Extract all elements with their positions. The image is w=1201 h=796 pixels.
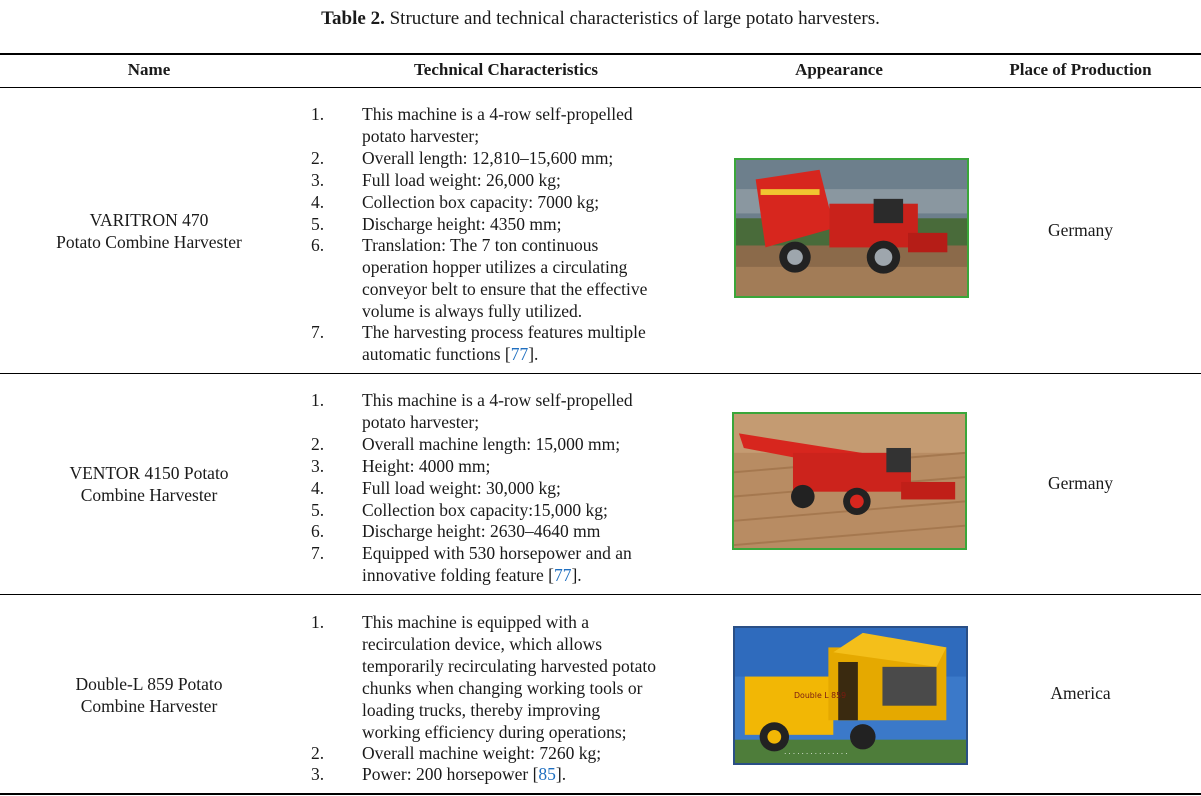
item-number: 7. [311, 543, 325, 563]
header-rule [0, 87, 1201, 88]
item-number: 2. [311, 148, 325, 168]
row-1-name-line2: Potato Combine Harvester [56, 232, 242, 252]
item-text: Discharge height: 2630–4640 mm [362, 521, 601, 541]
row-3-photo [733, 626, 968, 765]
caption-label: Table 2. [321, 8, 385, 29]
item-number: 5. [311, 500, 325, 520]
red-harvester-image [736, 160, 967, 296]
item-text: Height: 4000 mm; [362, 456, 491, 476]
item-text: Overall machine weight: 7260 kg; [362, 743, 602, 763]
item-text: Overall machine length: 15,000 mm; [362, 434, 621, 454]
item-text: Discharge height: 4350 mm; [362, 214, 562, 234]
row-2-place: Germany [1047, 473, 1114, 493]
item-text: Power: 200 horsepower [85]. [362, 764, 567, 784]
item-number: 1. [311, 104, 325, 124]
row-divider-2 [0, 594, 1201, 595]
row-2-name-line2: Combine Harvester [80, 485, 218, 505]
item-text: Full load weight: 26,000 kg; [362, 170, 561, 190]
item-number: 4. [311, 192, 325, 212]
row-3-name-line2: Combine Harvester [80, 696, 218, 716]
item-text: The harvesting process features multiple automatic functions [77]. [362, 322, 646, 364]
item-number: 3. [311, 456, 325, 476]
row-3-name [0, 673, 298, 717]
citation-link[interactable]: 85 [538, 764, 556, 784]
row-3-name-line1: Double-L 859 Potato [75, 674, 223, 694]
item-text: Full load weight: 30,000 kg; [362, 478, 561, 498]
caption-text: Structure and technical characteristics of large potato harvesters. [389, 8, 880, 29]
machine-decal-text: Double L 859 [793, 690, 847, 700]
row-2-name-line1: VENTOR 4150 Potato [69, 463, 229, 483]
row-2-photo [732, 412, 967, 550]
item-text: Collection box capacity:15,000 kg; [362, 500, 608, 520]
item-text: This machine is equipped with a recirculation device, which allows temporarily recirculating harvested potato chunks when changing working tools or loading trucks, thereby improving working efficiency during operations; [362, 612, 656, 742]
item-number: 5. [311, 214, 325, 234]
yellow-harvester-image [735, 628, 966, 763]
row-1-name [0, 209, 298, 253]
item-text: Collection box capacity: 7000 kg; [362, 192, 600, 212]
item-number: 3. [311, 170, 325, 190]
row-1-place: Germany [1047, 220, 1114, 240]
citation-link[interactable]: 77 [553, 564, 572, 585]
bottom-rule [0, 793, 1201, 795]
item-text: Translation: The 7 ton continuous operation hopper utilizes a circulating conveyor belt to ensure that the effective volume is always fully utilized. [362, 235, 648, 321]
top-rule [0, 53, 1201, 55]
header-place: Place of Production [1009, 60, 1152, 79]
item-text: This machine is a 4-row self-propelled potato harvester; [362, 390, 633, 432]
item-text: This machine is a 4-row self-propelled potato harvester; [362, 104, 633, 146]
header-appearance: Appearance [795, 60, 883, 79]
row-2-name [0, 462, 298, 506]
row-1-name-line1: VARITRON 470 [89, 210, 209, 230]
item-text: Overall length: 12,810–15,600 mm; [362, 148, 614, 168]
item-number: 3. [311, 764, 325, 784]
svg-text:· · · · · · · · · · · · · · ·: · · · · · · · · · · · · · · · [784, 750, 848, 759]
item-number: 6. [311, 235, 325, 255]
row-divider-1 [0, 373, 1201, 374]
item-text: Equipped with 530 horsepower and an innovative folding feature [77]. [362, 543, 632, 585]
item-number: 7. [311, 322, 325, 342]
item-number: 1. [311, 612, 325, 632]
item-number: 6. [311, 521, 325, 541]
item-number: 4. [311, 478, 325, 498]
header-technical: Technical Characteristics [414, 60, 598, 79]
row-1-photo [734, 158, 969, 298]
item-number: 2. [311, 743, 325, 763]
item-number: 1. [311, 390, 325, 410]
item-number: 2. [311, 434, 325, 454]
table-caption [0, 8, 1201, 30]
red-field-harvester-image [734, 414, 965, 548]
row-3-place: America [1050, 683, 1111, 703]
header-name: Name [127, 60, 171, 79]
citation-link[interactable]: 77 [510, 343, 529, 364]
